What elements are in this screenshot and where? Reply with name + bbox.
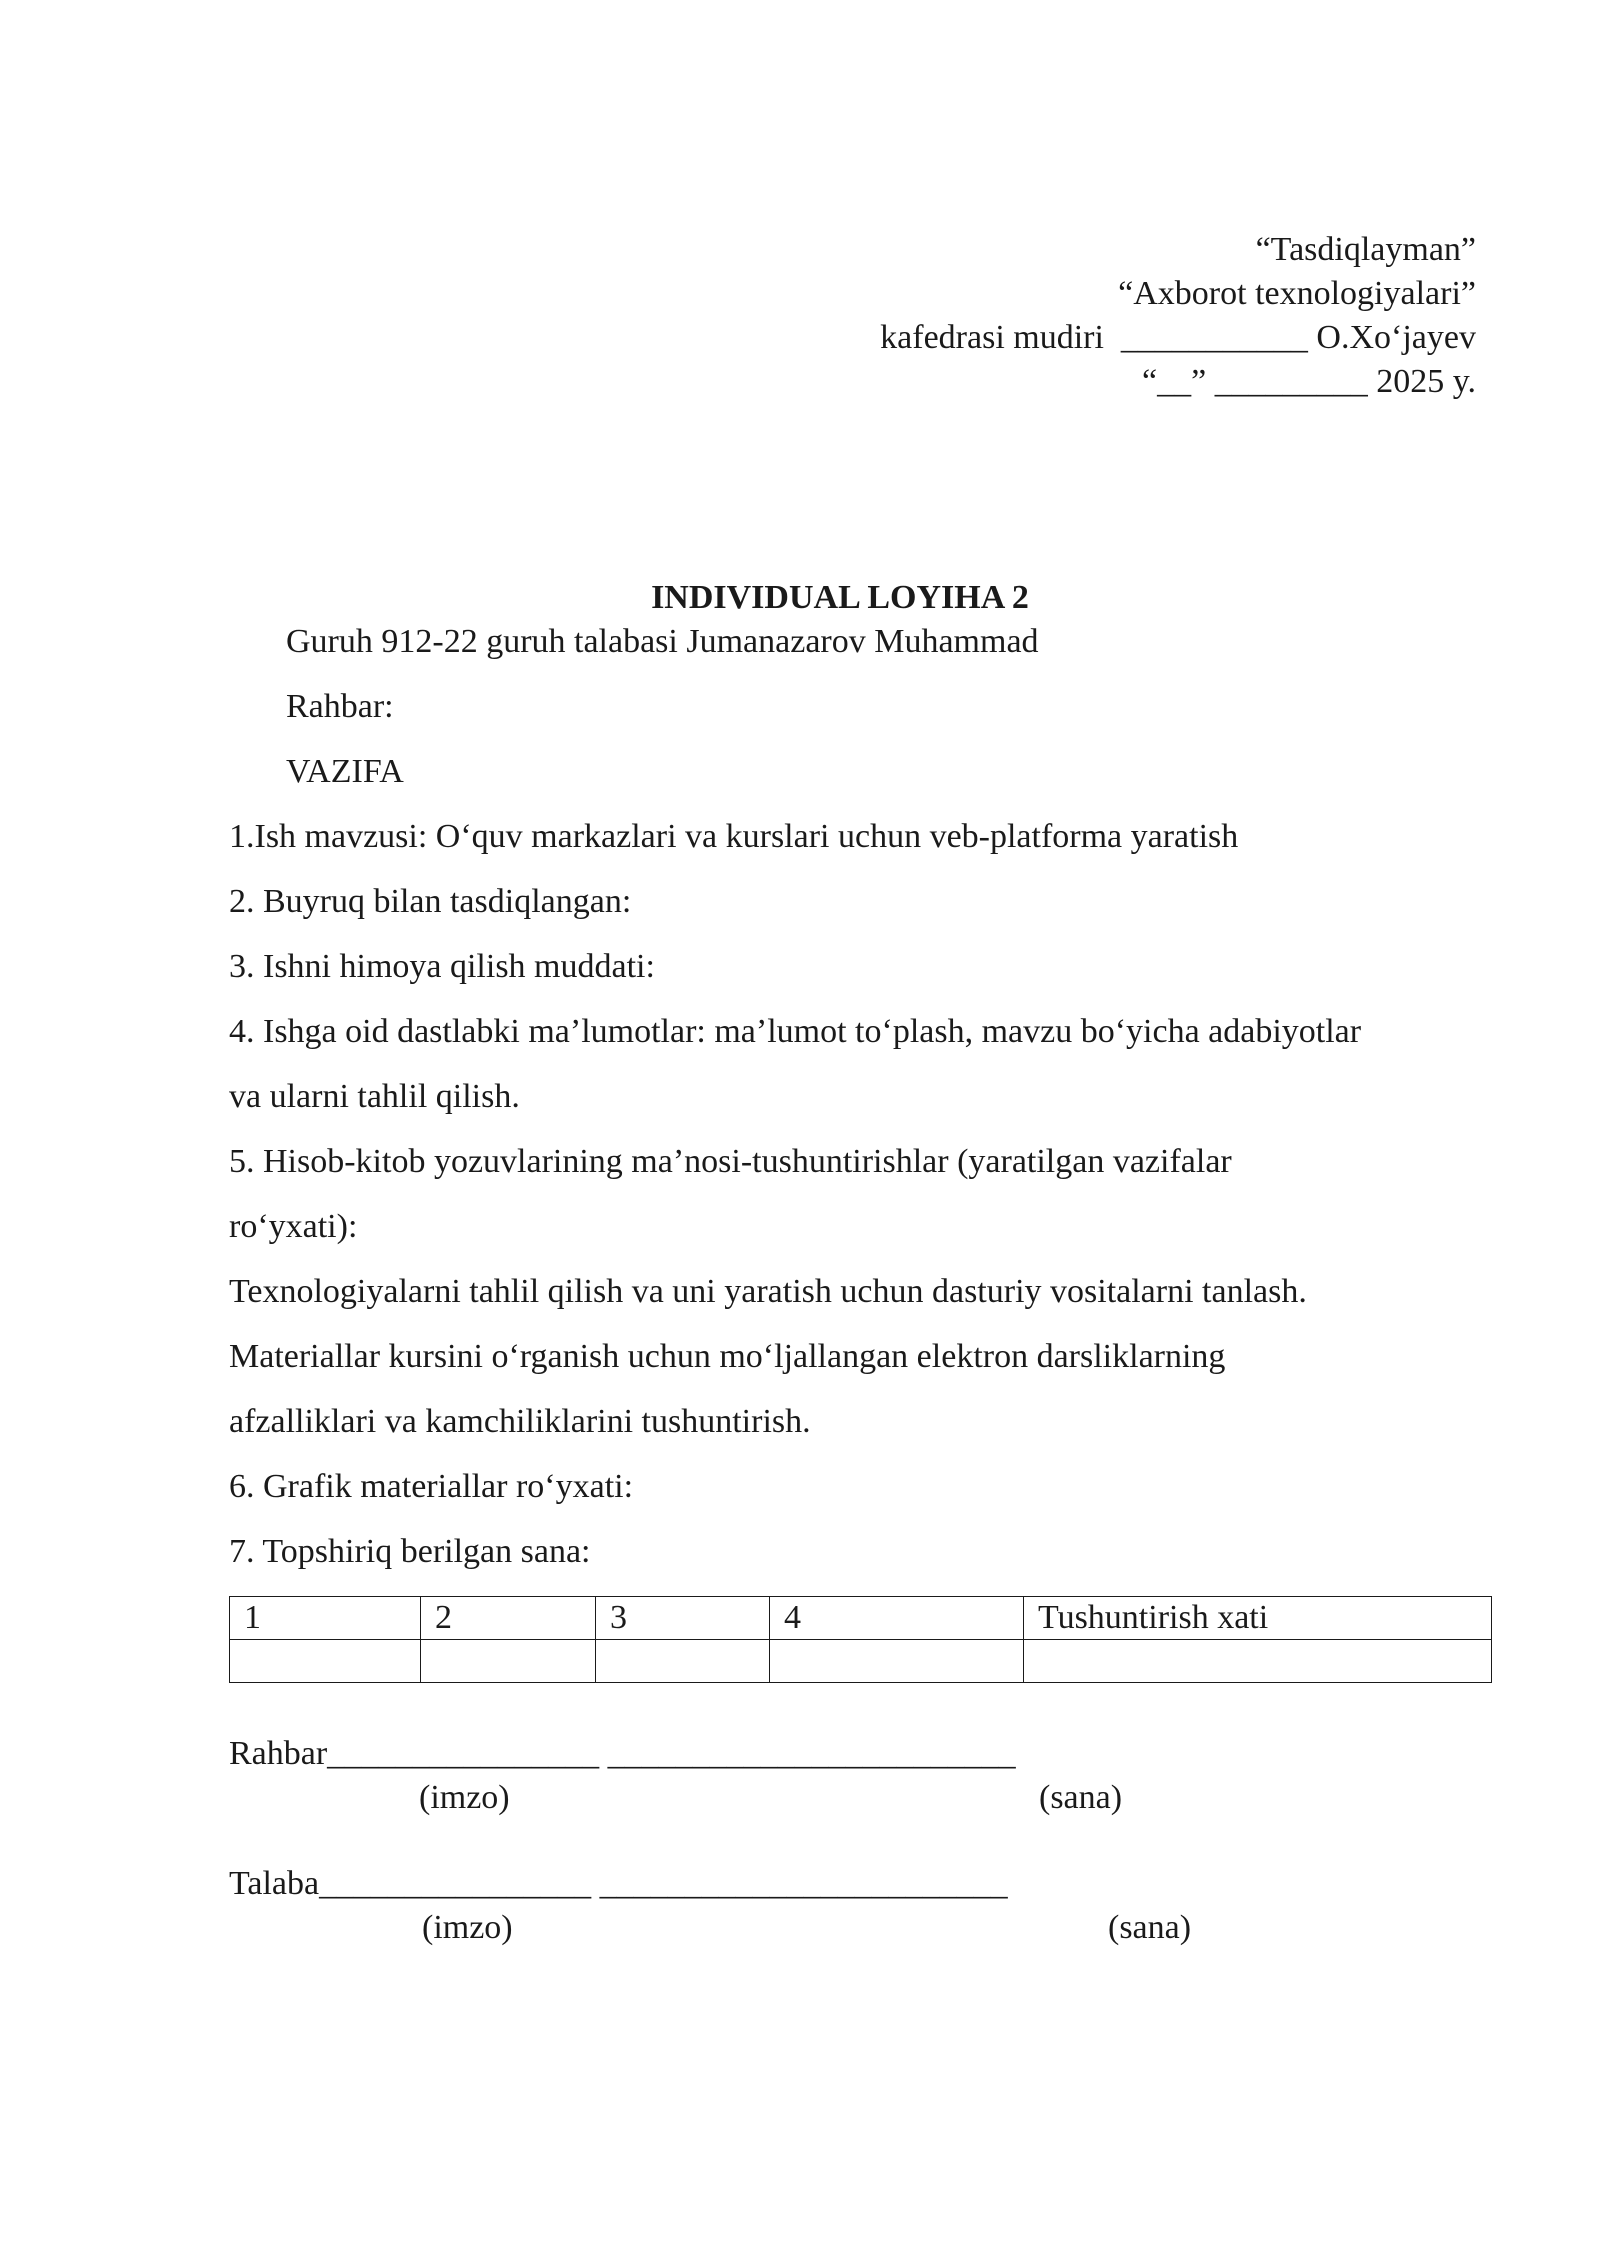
table-cell (230, 1640, 421, 1683)
table-cell (421, 1640, 596, 1683)
approval-department: “Axborot texnologiyalari” (1118, 275, 1476, 312)
table-header-cell: 3 (596, 1597, 770, 1640)
body-text-line3: afzalliklari va kamchiliklarini tushuntirish. (229, 1403, 811, 1440)
table-cell (596, 1640, 770, 1683)
body-text-line1: Texnologiyalarni tahlil qilish va uni yaratish uchun dasturiy vositalarni tanlash. (229, 1273, 1307, 1310)
table-cell (770, 1640, 1024, 1683)
supervisor-sign-label: (imzo) (419, 1779, 510, 1816)
item-initial-data-line2: va ularni tahlil qilish. (229, 1078, 520, 1115)
table-header-cell: 4 (770, 1597, 1024, 1640)
task-heading: VAZIFA (286, 753, 404, 790)
item-topic: 1.Ish mavzusi: O‘quv markazlari va kurslari uchun veb-platforma yaratish (229, 818, 1239, 855)
student-signature-line: Talaba________________ ________________________ (229, 1865, 1008, 1902)
item-order: 2. Buyruq bilan tasdiqlangan: (229, 883, 632, 920)
approval-table (229, 1596, 1492, 1683)
student-sign-label: (imzo) (422, 1909, 513, 1946)
item-deadline: 3. Ishni himoya qilish muddati: (229, 948, 655, 985)
student-date-label: (sana) (1108, 1909, 1192, 1946)
item-issue-date: 7. Topshiriq berilgan sana: (229, 1533, 591, 1570)
approval-block (880, 228, 1476, 404)
approval-date: “__” _________ 2025 y. (1142, 363, 1476, 400)
table-row (230, 1640, 1492, 1683)
supervisor-signature-line: Rahbar________________ ________________________ (229, 1735, 1016, 1772)
table-header-cell: Tushuntirish xati (1024, 1597, 1492, 1640)
group-line: Guruh 912-22 guruh talabasi Jumanazarov Muhammad (286, 623, 1039, 660)
table-header-cell: 1 (230, 1597, 421, 1640)
item-graphics: 6. Grafik materiallar ro‘yxati: (229, 1468, 634, 1505)
document-title: INDIVIDUAL LOYIHA 2 (651, 579, 1029, 616)
table-cell (1024, 1640, 1492, 1683)
item-explanation-line2: ro‘yxati): (229, 1208, 358, 1245)
approval-heading: “Tasdiqlayman” (1255, 231, 1476, 268)
body-text-line2: Materiallar kursini o‘rganish uchun mo‘ljallangan elektron darsliklarning (229, 1338, 1226, 1375)
item-explanation-line1: 5. Hisob-kitob yozuvlarining ma’nosi-tushuntirishlar (yaratilgan vazifalar (229, 1143, 1232, 1180)
supervisor-line: Rahbar: (286, 688, 394, 725)
approval-head-of-department: kafedrasi mudiri ___________ O.Xo‘jayev (880, 319, 1476, 356)
table-header-cell: 2 (421, 1597, 596, 1640)
supervisor-date-label: (sana) (1039, 1779, 1123, 1816)
table-header-row (230, 1597, 1492, 1640)
item-initial-data-line1: 4. Ishga oid dastlabki ma’lumotlar: ma’lumot to‘plash, mavzu bo‘yicha adabiyotlar (229, 1013, 1362, 1050)
